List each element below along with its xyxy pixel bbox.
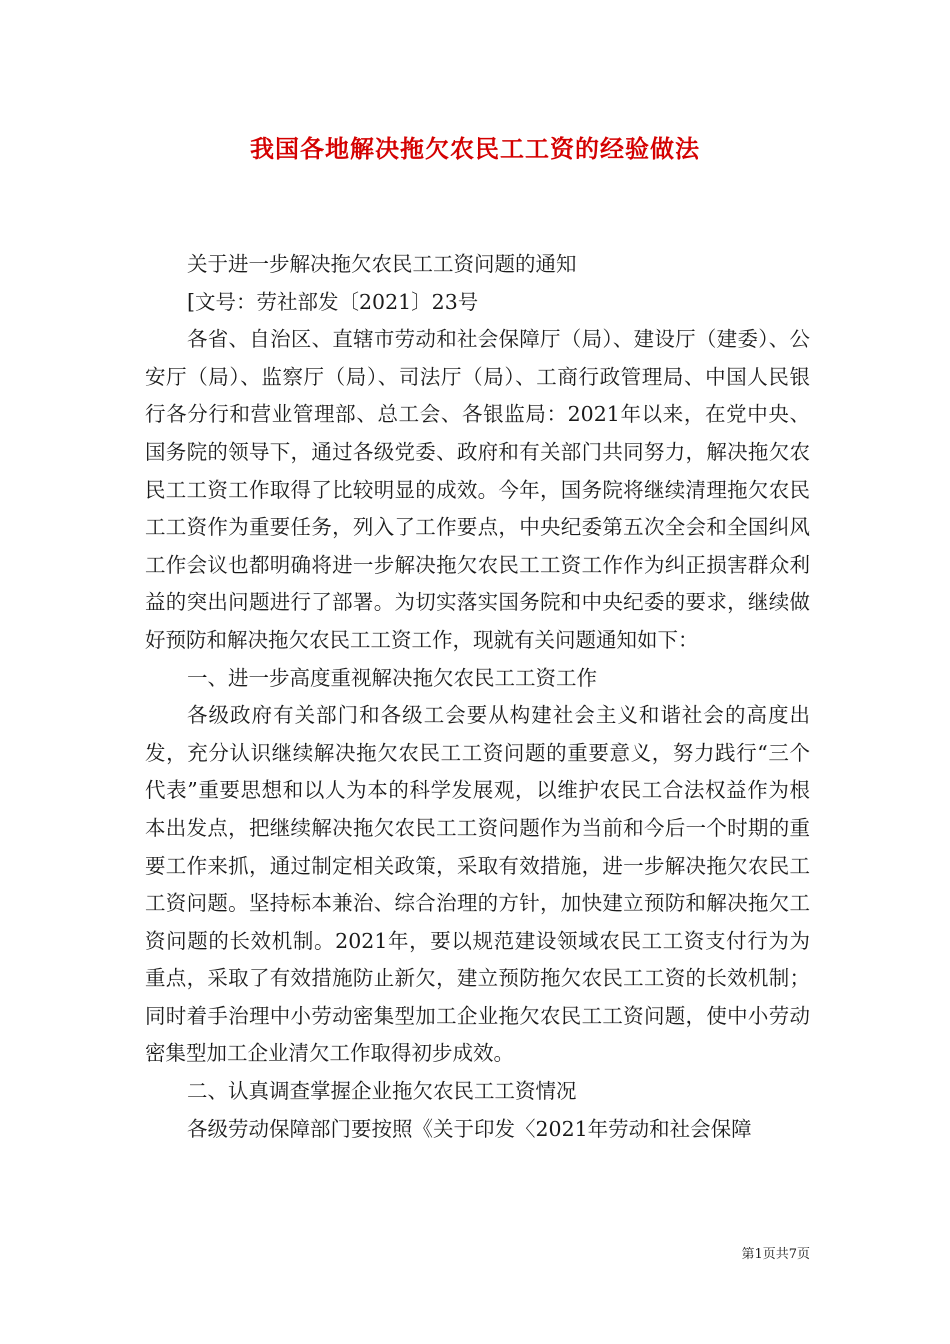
section-2-heading: 二、认真调查掌握企业拖欠农民工工资情况 [187,1079,577,1104]
document-title: 我国各地解决拖欠农民工工资的经验做法 [250,134,700,163]
document-number: [文号：劳社部发〔2021〕23号 [187,289,479,314]
section-1-paragraph: 各级政府有关部门和各级工会要从构建社会主义和谐社会的高度出发，充分认识继续解决拖欠农民工工资问题的重要意义，努力践行“三个代表”重要思想和以人为本的科学发展观，以维护农民工合法权益作为根本出发点，把继续解决拖欠农民工工资问题作为当前和今后一个时期的重要工作来抓，通过制定相关政策，采取有效措施，进一步解决拖欠农民工工资问题。坚持标本兼治、综合治理的方针，加快建立预防和解决拖欠工资问题的长效机制。2021年，要以规范建设领域农民工工资支付行为为重点，采取了有效措施防止新欠，建立预防拖欠农民工工资的长效机制；同时着手治理中小劳动密集型加工企业拖欠农民工工资问题，使中小劳动密集型加工企业清欠工作取得初步成效。 [145,703,810,1066]
page-number-footer: 第1页共7页 [741,1247,810,1262]
notice-title: 关于进一步解决拖欠农民工工资问题的通知 [187,252,577,276]
intro-paragraph: 各省、自治区、直辖市劳动和社会保障厅（局）、建设厅（建委）、公安厅（局）、监察厅（局）、司法厅（局）、工商行政管理局、中国人民银行各分行和营业管理部、总工会、各银监局：2021年以来，在党中央、国务院的领导下，通过各级党委、政府和有关部门共同努力，解决拖欠农民工工资工作取得了比较明显的成效。今年，国务院将继续清理拖欠农民工工资作为重要任务，列入了工作要点，中央纪委第五次全会和全国纠风工作会议也都明确将进一步解决拖欠农民工工资工作作为纠正损害群众利益的突出问题进行了部署。为切实落实国务院和中央纪委的要求，继续做好预防和解决拖欠农民工工资工作，现就有关问题通知如下： [145,327,810,652]
section-1-heading: 一、进一步高度重视解决拖欠农民工工资工作 [187,665,597,690]
section-2-paragraph: 各级劳动保障部门要按照《关于印发〈2021年劳动和社会保障 [187,1116,752,1141]
document-body [145,246,810,1148]
